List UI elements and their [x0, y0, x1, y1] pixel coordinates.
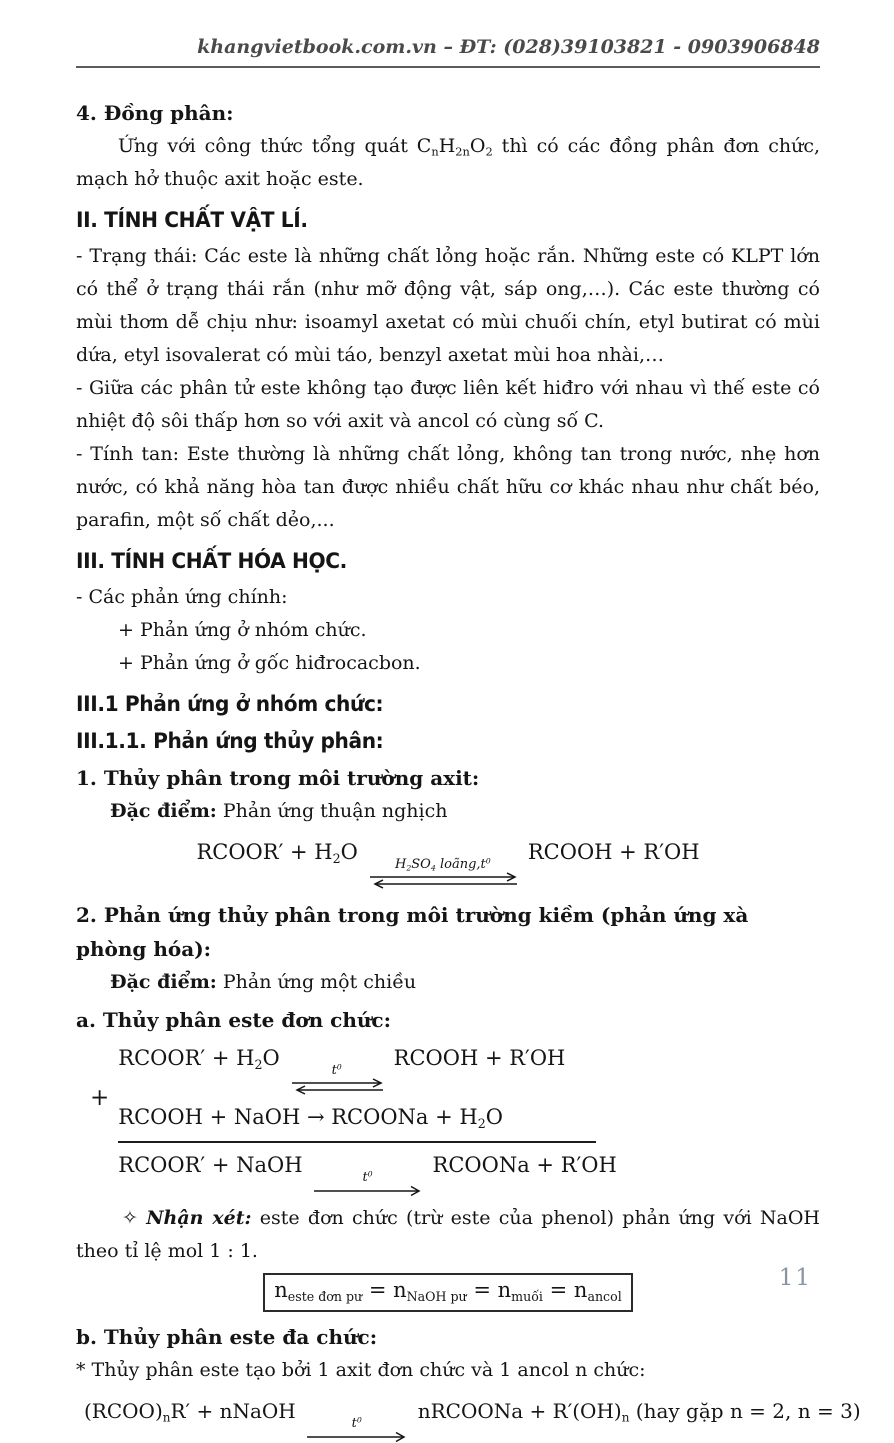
base-hydrolysis-feature	[76, 966, 820, 999]
reaction-condition: $H_2SO_4$ $loãng,t^0$	[394, 856, 491, 873]
mole-ratio-box: $n_{este đơn pư} = n_{NaOH pư} = n_{muối} = n_{ancol}$	[263, 1273, 632, 1312]
four-pointed-star-icon: ✧	[122, 1207, 138, 1229]
heading-acid-hydrolysis: 1. Thủy phân trong môi trường axit:	[76, 766, 480, 790]
plus-sign: +	[90, 1085, 110, 1111]
saponification-derivation	[90, 1043, 820, 1197]
acid-hydrolysis-feature	[76, 795, 820, 828]
heading-physical-properties: II. TÍNH CHẤT VẬT LÍ.	[76, 208, 308, 232]
reaction-condition: $t^0$	[362, 1169, 373, 1185]
header-site-info: khangvietbook.com.vn – ĐT: (028)39103821 - 0903906848	[197, 36, 820, 58]
heading-chemical-properties: III. TÍNH CHẤT HÓA HỌC.	[76, 549, 347, 573]
paragraph-isomers: Ứng với công thức tổng quát $C_nH_{2n}O_2$ thì có các đồng phân đơn chức, mạch hở thuộc axit hoặc este.	[76, 135, 821, 190]
heading-base-hydrolysis: 2. Phản ứng thủy phân trong môi trường kiềm (phản ứng xà phòng hóa):	[76, 903, 749, 961]
poly-ester-case: * Thủy phân este tạo bởi 1 axit đơn chức và 1 ancol n chức:	[76, 1359, 646, 1381]
equation-left-side: RCOOR′ + $H_2O$	[118, 1046, 280, 1072]
page-number: 11	[778, 1265, 812, 1291]
reaction-condition: $t^0$	[351, 1415, 362, 1431]
equation-right-side: RCOOH + R′OH	[527, 840, 700, 864]
equation-left-side: RCOOR′ + $H_2O$	[196, 840, 358, 866]
feature-label: Đặc điểm:	[110, 971, 217, 993]
heading-3-1-1: III.1.1. Phản ứng thủy phân:	[76, 729, 384, 753]
equation-overall-saponification	[118, 1150, 617, 1197]
main-reactions-intro: - Các phản ứng chính:	[76, 586, 288, 608]
heading-mono-ester: a. Thủy phân este đơn chức:	[76, 1008, 391, 1032]
bullet-hydrogen-bond: - Giữa các phân tử este không tạo được liên kết hiđro với nhau vì thế este có nhiệt độ sôi thấp hơn so với axit và ancol có cùng số C.	[76, 377, 820, 432]
equilibrium-arrow	[289, 1064, 385, 1094]
note-label: Nhận xét:	[146, 1207, 252, 1229]
feature-text: Phản ứng một chiều	[216, 971, 417, 993]
heated-arrow	[312, 1171, 424, 1197]
equation-right-side: nRCOONa + $R'(OH)_n$ (hay gặp n = 2, n = 3)	[417, 1399, 861, 1425]
reaction-type-functional-group: + Phản ứng ở nhóm chức.	[118, 619, 367, 641]
summed-equations	[118, 1043, 596, 1143]
heading-poly-ester: b. Thủy phân este đa chức:	[76, 1325, 378, 1349]
feature-label: Đặc điểm:	[110, 800, 217, 822]
equilibrium-arrow	[367, 858, 519, 888]
note-paragraph	[76, 1202, 820, 1268]
reaction-condition: $t^0$	[331, 1062, 342, 1078]
equation-left-side: RCOOR′ + NaOH	[118, 1153, 303, 1177]
equation-acid-naoh: RCOOH + NaOH → RCOONa + $H_2O$	[118, 1105, 503, 1131]
equation-right-side: RCOOH + R′OH	[393, 1046, 566, 1070]
equation-ester-water	[118, 1043, 596, 1094]
equation-poly-ester	[84, 1396, 861, 1443]
equation-left-side: $(RCOO)_nR'$ + nNaOH	[84, 1399, 296, 1425]
page-header	[76, 36, 820, 68]
heading-3-1: III.1 Phản ứng ở nhóm chức:	[76, 692, 384, 716]
heated-arrow	[305, 1417, 409, 1443]
equation-acid-hydrolysis	[76, 837, 820, 888]
bullet-solubility: - Tính tan: Este thường là những chất lỏng, không tan trong nước, nhẹ hơn nước, có khả năng hòa tan được nhiều chất hữu cơ khác nhau như chất béo, parafin, một số chất dẻo,...	[76, 443, 820, 531]
equation-right-side: RCOONa + R′OH	[432, 1153, 617, 1177]
page-content	[76, 94, 861, 1443]
equation-stack	[118, 1043, 617, 1197]
reaction-type-hydrocarbon: + Phản ứng ở gốc hiđrocacbon.	[118, 652, 421, 674]
feature-text: Phản ứng thuận nghịch	[216, 800, 448, 822]
note-text: este đơn chức (trừ este của phenol) phản ứng với NaOH theo tỉ lệ mol 1 : 1.	[76, 1207, 820, 1262]
heading-isomers: 4. Đồng phân:	[76, 101, 234, 125]
bullet-state: - Trạng thái: Các este là những chất lỏng hoặc rắn. Những este có KLPT lớn có thể ở trạng thái rắn (như mỡ động vật, sáp ong,…). Các este thường có mùi thơm dễ chịu như: isoamyl axetat có mùi chuối chín, etyl butirat có mùi dứa, etyl isovalerat có mùi táo, benzyl axetat mùi hoa nhài,…	[76, 245, 820, 366]
